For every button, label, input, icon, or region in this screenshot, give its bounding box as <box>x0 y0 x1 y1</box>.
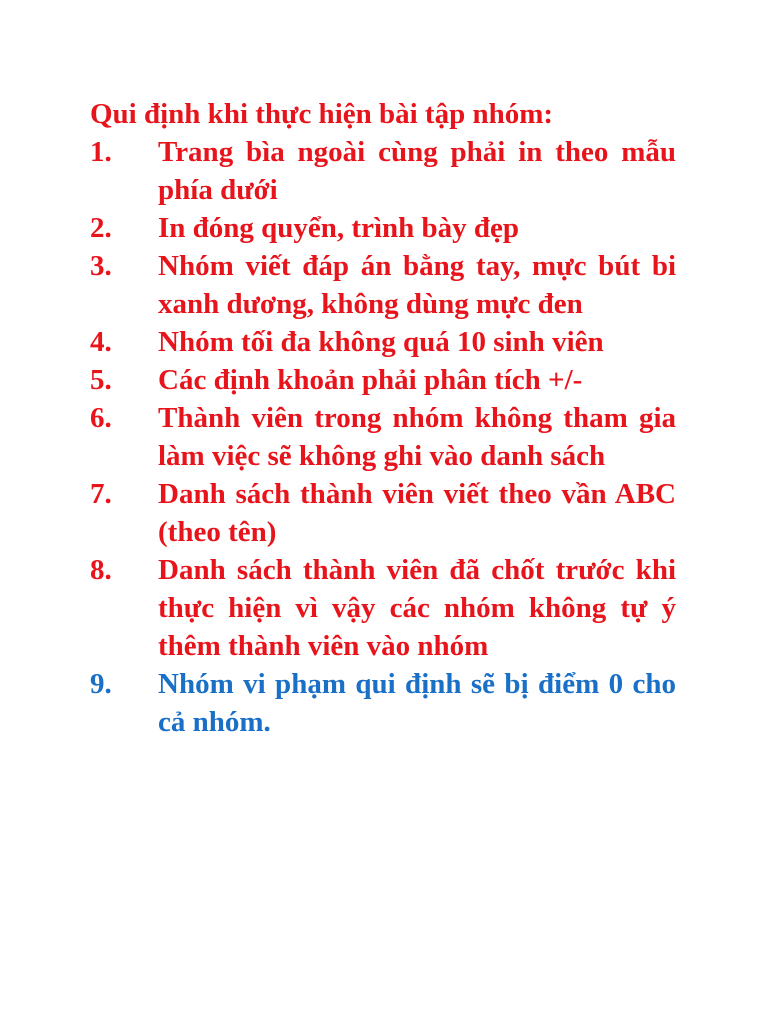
rule-number: 5. <box>90 364 112 396</box>
rule-item-5 <box>90 361 676 399</box>
rule-number: 6. <box>90 402 112 434</box>
rule-text: Danh sách thành viên đã chốt trước khi thực hiện vì vậy các nhóm không tự ý thêm thành viên vào nhóm <box>158 554 676 662</box>
rule-item-2 <box>90 209 676 247</box>
rule-number: 9. <box>90 668 112 700</box>
rule-text: Nhóm tối đa không quá 10 sinh viên <box>158 326 604 358</box>
rule-text: Các định khoản phải phân tích +/- <box>158 364 583 396</box>
rule-number: 7. <box>90 478 112 510</box>
rule-item-6 <box>90 399 676 475</box>
rule-text: Danh sách thành viên viết theo vần ABC (theo tên) <box>158 478 676 548</box>
document-body <box>90 95 680 741</box>
rule-text: Trang bìa ngoài cùng phải in theo mẫu phía dưới <box>158 136 676 206</box>
rule-number: 8. <box>90 554 112 586</box>
rule-item-4 <box>90 323 676 361</box>
rule-number: 4. <box>90 326 112 358</box>
rule-item-3 <box>90 247 676 323</box>
rule-item-8 <box>90 551 676 665</box>
page-title: Qui định khi thực hiện bài tập nhóm: <box>90 98 554 130</box>
rule-item-1 <box>90 133 676 209</box>
rule-text: Thành viên trong nhóm không tham gia làm việc sẽ không ghi vào danh sách <box>158 402 676 472</box>
rule-item-9 <box>90 665 676 741</box>
rule-item-7 <box>90 475 676 551</box>
rules-list <box>90 133 680 741</box>
rule-number: 3. <box>90 250 112 282</box>
rule-text: Nhóm vi phạm qui định sẽ bị điểm 0 cho cả nhóm. <box>158 668 676 738</box>
rule-text: In đóng quyển, trình bày đẹp <box>158 212 520 244</box>
rule-text: Nhóm viết đáp án bằng tay, mực bút bi xanh dương, không dùng mực đen <box>158 250 676 320</box>
rule-number: 2. <box>90 212 112 244</box>
rule-number: 1. <box>90 136 112 168</box>
